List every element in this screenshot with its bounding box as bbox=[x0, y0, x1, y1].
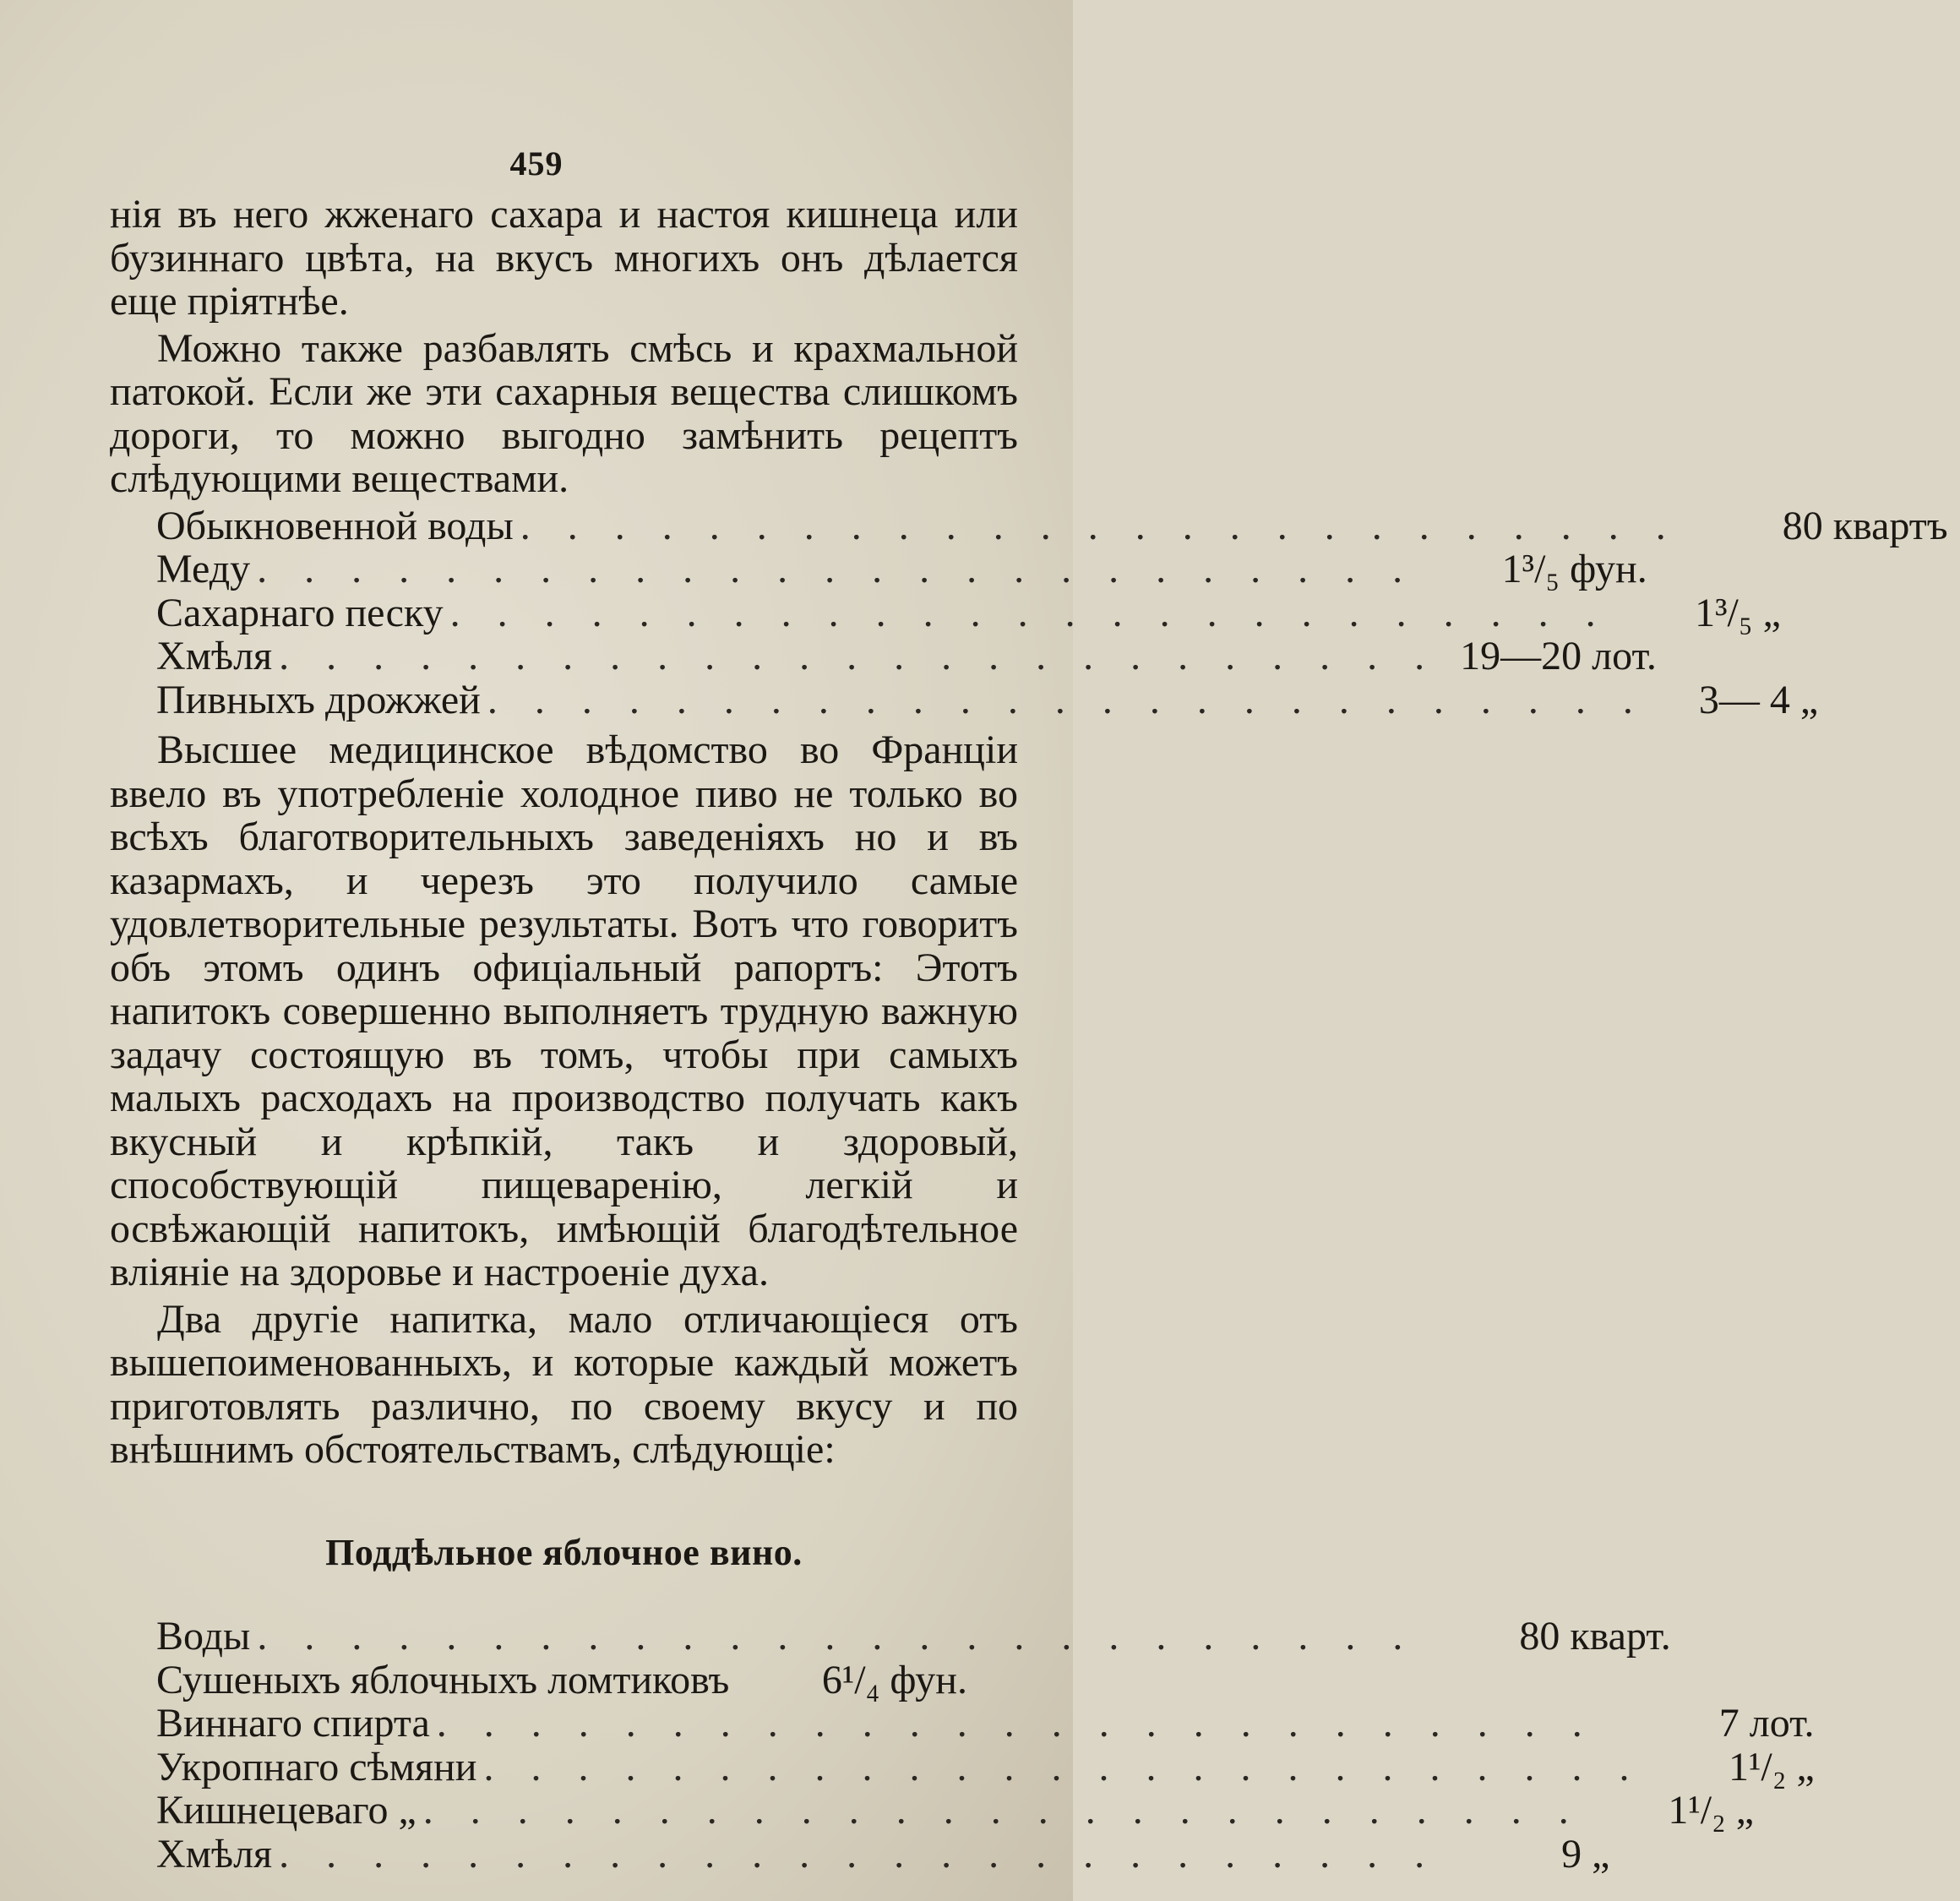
ingredient-unit: „ bbox=[1592, 1831, 1610, 1876]
paragraph-two-drinks: Два другіе напитка, мало отличающіеся отъ вышепоименованныхъ, и которые каждый можетъ приготовлять различно, по своему вкусу и по внѣшнимъ обстоятельствамъ, слѣдующіе: bbox=[110, 1296, 1018, 1472]
recipe-row bbox=[156, 1831, 1610, 1876]
recipe-row bbox=[156, 1788, 1755, 1833]
ingredient-name: Хмѣля bbox=[156, 634, 273, 678]
ingredient-qty: 3— 4 bbox=[1698, 677, 1790, 722]
ingredient-unit: фун. bbox=[890, 1657, 967, 1702]
ingredient-unit: „ bbox=[1735, 1788, 1755, 1833]
recipe-row bbox=[156, 1657, 967, 1702]
recipe-row bbox=[156, 590, 1781, 635]
ingredient-unit: лот. bbox=[1592, 634, 1657, 678]
ingredient-name: Сушеныхъ яблочныхъ ломтиковъ bbox=[156, 1657, 730, 1702]
ingredient-name: Пивныхъ дрожжей bbox=[156, 677, 481, 722]
ingredient-unit: лот. bbox=[1749, 1701, 1815, 1746]
ingredient-qty: 80 bbox=[1519, 1614, 1560, 1659]
ingredient-qty: 9 bbox=[1561, 1831, 1582, 1876]
ingredient-name: Обыкновенной воды bbox=[156, 503, 514, 548]
ingredient-unit: кварт. bbox=[1570, 1614, 1671, 1659]
ingredient-qty: 7 bbox=[1718, 1701, 1740, 1746]
dot-leader: . . . . . . . . . . . . . . . . . . . . . . . . . bbox=[449, 590, 1609, 635]
recipe-row bbox=[156, 1614, 1671, 1659]
page-content bbox=[110, 192, 1948, 1876]
ingredient-unit: фун. bbox=[1570, 547, 1647, 591]
recipe-list-1 bbox=[156, 503, 1948, 722]
ingredient-qty: 1³/₅ bbox=[1695, 590, 1753, 635]
recipe-row bbox=[156, 677, 1819, 722]
ingredient-qty: 80 bbox=[1782, 503, 1823, 548]
ingredient-name: Укропнаго сѣмяни bbox=[156, 1744, 477, 1789]
ingredient-name: Воды bbox=[156, 1614, 251, 1659]
paragraph-molasses: Можно также разбавлять смѣсь и крахмальной патокой. Если же эти сахарныя вещества слишкомъ дороги, то можно выгодно замѣнить рецептъ слѣдующими веществами. bbox=[110, 325, 1018, 501]
dot-leader: . . . . . . . . . . . . . . . . . . . . . . . . . bbox=[279, 634, 1439, 678]
ingredient-name: Меду bbox=[156, 547, 251, 591]
dot-leader: . . . . . . . . . . . . . . . . . . . . . . . . . bbox=[483, 1744, 1643, 1789]
recipe-row bbox=[156, 634, 1657, 678]
recipe-row bbox=[156, 547, 1647, 591]
ingredient-unit: „ bbox=[1762, 590, 1781, 635]
ingredient-qty: 1³/₅ bbox=[1501, 547, 1560, 591]
ingredient-unit: „ bbox=[1796, 1744, 1815, 1789]
recipe-row bbox=[156, 503, 1948, 548]
paragraph-continuation: нія въ него жженаго сахара и настоя кишнеца или бузиннаго цвѣта, на вкусъ многихъ онъ дѣлается еще пріятнѣе. bbox=[110, 192, 1018, 324]
recipe-row bbox=[156, 1701, 1815, 1746]
ingredient-qty: 1¹/₂ bbox=[1728, 1744, 1787, 1789]
dot-leader: . . . . . . . . . . . . . . . . . . . . . . . . . bbox=[422, 1788, 1582, 1833]
recipe-row bbox=[156, 1744, 1815, 1789]
dot-leader: . . . . . . . . . . . . . . . . . . . . . . . . . bbox=[257, 1614, 1417, 1659]
section-heading: Поддѣльное яблочное вино. bbox=[325, 1531, 803, 1573]
ingredient-unit: квартъ bbox=[1832, 503, 1948, 548]
dot-leader: . . . . . . . . . . . . . . . . . . . . . . . . . bbox=[436, 1701, 1596, 1746]
ingredient-name: Сахарнаго песку bbox=[156, 590, 444, 635]
ingredient-qty: 1¹/₂ bbox=[1668, 1788, 1726, 1833]
paragraph-medical: Высшее медицинское вѣдомство во Франціи ввело въ употребленіе холодное пиво не только во всѣхъ благотворительныхъ заведеніяхъ но и въ казармахъ, и черезъ это получило самые удовлетворительные результаты. Вотъ что говоритъ объ этомъ одинъ офиціальный рапортъ: Этотъ напитокъ совершенно выполняетъ трудную важную задачу состоящую въ томъ, чтобы при самыхъ малыхъ расходахъ на производство получать какъ вкусный и крѣпкій, такъ и здоровый, способствующій пищеваренію, легкій и освѣжающій напитокъ, имѣющій благодѣтельное вліяніе на здоровье и настроеніе духа. bbox=[110, 727, 1018, 1294]
dot-leader: . . . . . . . . . . . . . . . . . . . . . . . . . bbox=[520, 503, 1680, 548]
ingredient-qty: 6¹/₄ bbox=[821, 1657, 880, 1702]
recipe-list-2 bbox=[156, 1614, 1815, 1876]
page-number: 459 bbox=[509, 144, 564, 182]
dot-leader: . . . . . . . . . . . . . . . . . . . . . . . . . bbox=[279, 1831, 1439, 1876]
dot-leader: . . . . . . . . . . . . . . . . . . . . . . . . . bbox=[257, 547, 1417, 591]
ingredient-name: Виннаго спирта bbox=[156, 1701, 430, 1746]
ingredient-name: Кишнецеваго „ bbox=[156, 1788, 416, 1833]
ingredient-name: Хмѣля bbox=[156, 1831, 273, 1876]
dot-leader: . . . . . . . . . . . . . . . . . . . . . . . . . bbox=[487, 677, 1647, 722]
ingredient-qty: 19—20 bbox=[1460, 634, 1582, 678]
ingredient-unit: „ bbox=[1799, 677, 1819, 722]
